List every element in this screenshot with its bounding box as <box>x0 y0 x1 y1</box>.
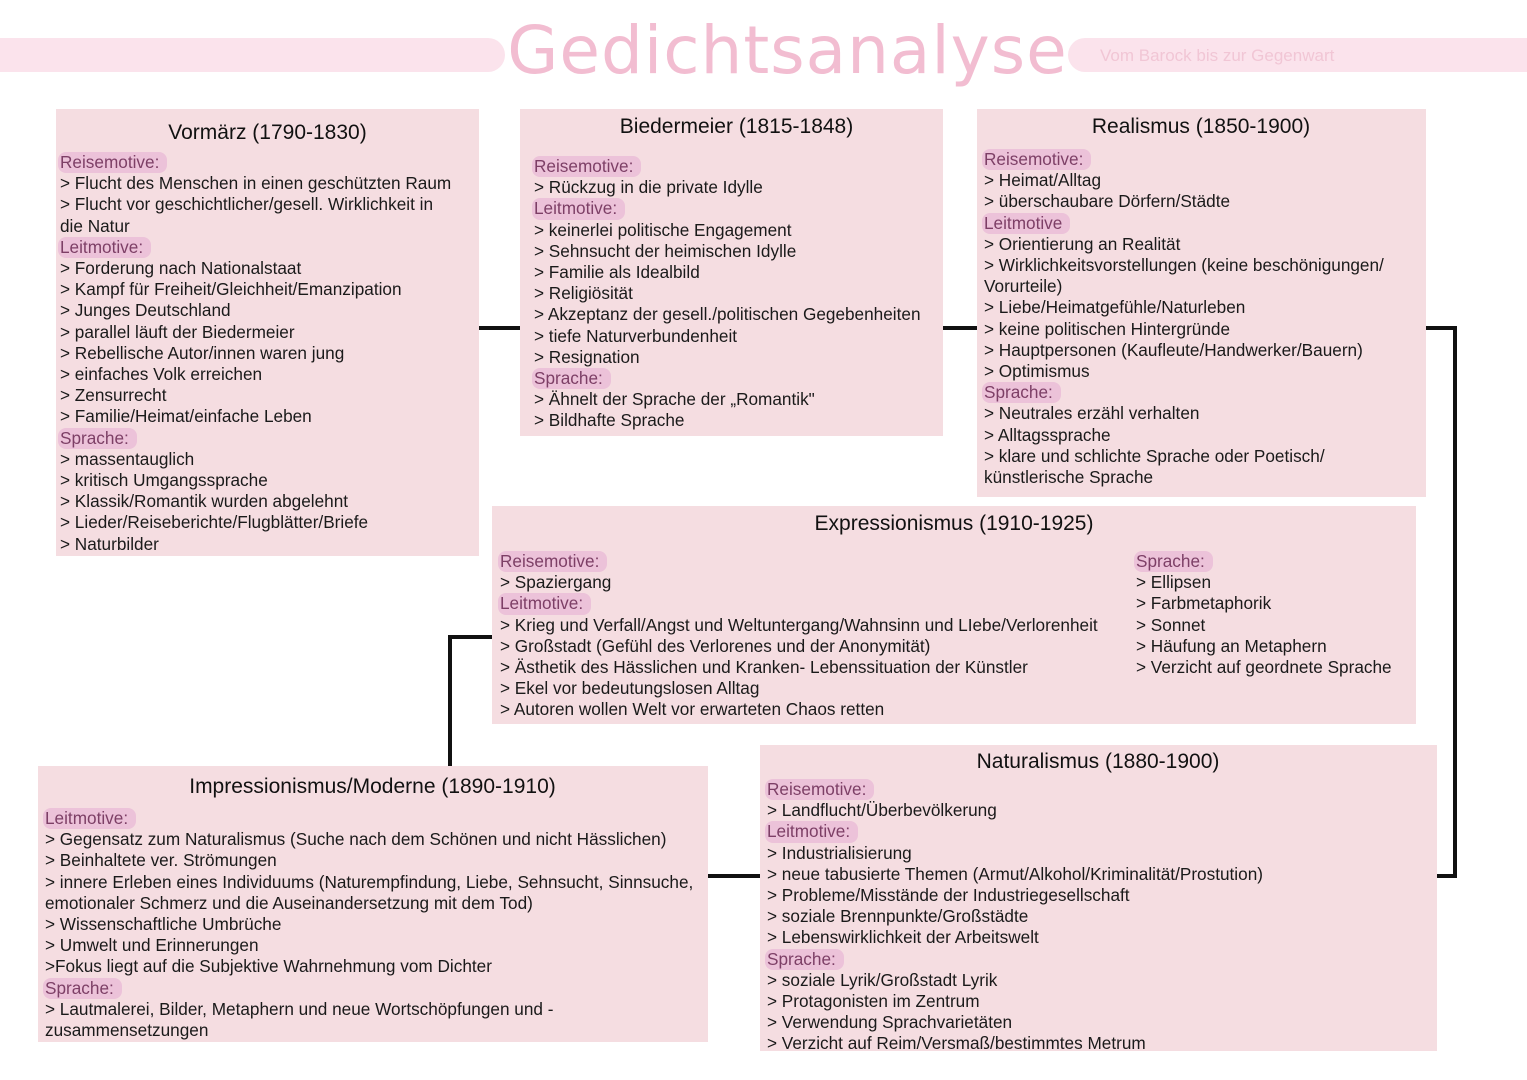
page-subtitle: Vom Barock bis zur Gegenwart <box>1100 46 1335 65</box>
list-item: Vorurteile) <box>984 276 1063 297</box>
list-item: > Alltagssprache <box>984 424 1111 445</box>
list-item: > Kampf für Freiheit/Gleichheit/Emanzipation <box>60 279 402 300</box>
section-heading <box>767 779 1429 800</box>
epoch-title: Biedermeier (1815-1848) <box>619 115 854 138</box>
section-heading-label: Leitmotive: <box>765 821 858 842</box>
connector-biedermeier-realismus <box>943 326 977 330</box>
epoch-content <box>534 156 939 432</box>
list-item: > Zensurrecht <box>60 385 167 406</box>
epoch-card-impressionismus <box>38 766 708 1042</box>
list-item: > Akzeptanz der gesell./politischen Gegebenheiten <box>534 304 921 325</box>
section-heading-label: Reisemotive: <box>532 156 641 177</box>
section-heading-label: Leitmotive: <box>498 593 591 614</box>
list-item: > parallel läuft der Biedermeier <box>60 321 295 342</box>
section-heading <box>534 368 939 389</box>
list-item: künstlerische Sprache <box>984 467 1154 488</box>
list-item: > Krieg und Verfall/Angst und Weltuntergang/Wahnsinn und LIebe/Verlorenheit <box>500 614 1098 635</box>
epoch-card-realismus <box>977 109 1426 497</box>
section-heading <box>500 551 1140 572</box>
connector-realismus-naturalismus-bottom <box>1437 874 1457 878</box>
list-item: > Industrialisierung <box>767 842 912 863</box>
section-heading <box>60 428 475 449</box>
section-heading <box>45 808 700 829</box>
list-item: > Wissenschaftliche Umbrüche <box>45 914 282 935</box>
epoch-card-biedermeier <box>520 109 943 436</box>
list-item: > Junges Deutschland <box>60 300 231 321</box>
list-item: > Rebellische Autor/innen waren jung <box>60 342 345 363</box>
epoch-title: Realismus (1850-1900) <box>1091 115 1311 138</box>
list-item: > Verwendung Sprachvarietäten <box>767 1012 1013 1033</box>
list-item: > klare und schlichte Sprache oder Poetisch/ <box>984 445 1325 466</box>
section-heading-label: Sprache: <box>532 368 611 389</box>
list-item: > Lautmalerei, Bilder, Metaphern und neue Wortschöpfungen und - <box>45 998 554 1019</box>
section-heading <box>534 198 939 219</box>
list-item: > Beinhaltete ver. Strömungen <box>45 850 277 871</box>
section-heading <box>60 237 475 258</box>
list-item: > Lieder/Reiseberichte/Flugblätter/Briefe <box>60 512 369 533</box>
list-item: > soziale Lyrik/Großstadt Lyrik <box>767 969 998 990</box>
connector-impressionismus-expressionismus-vertical <box>448 635 452 766</box>
list-item: > Bildhafte Sprache <box>534 410 685 431</box>
list-item: emotionaler Schmerz und die Auseinandersetzung mit dem Tod) <box>45 892 533 913</box>
list-item: > innere Erleben eines Individuums (Naturempfindung, Liebe, Sehnsucht, Sinnsuche, <box>45 871 694 892</box>
section-heading-label: Leitmotive: <box>43 808 136 829</box>
section-heading <box>534 156 939 177</box>
section-heading <box>500 593 1140 614</box>
list-item: > kritisch Umgangssprache <box>60 470 268 491</box>
list-item: > Autoren wollen Welt vor erwarteten Chaos retten <box>500 699 885 720</box>
connector-vormaerz-biedermeier <box>479 326 520 330</box>
epoch-title: Vormärz (1790-1830) <box>168 121 367 144</box>
section-heading-label: Sprache: <box>765 949 844 970</box>
list-item: > Flucht des Menschen in einen geschützten Raum <box>60 173 452 194</box>
epoch-card-vormaerz <box>56 109 479 556</box>
section-heading-label: Reisemotive: <box>498 551 607 572</box>
epoch-card-naturalismus <box>760 745 1437 1054</box>
epoch-content-left <box>500 551 1140 721</box>
list-item: > Ekel vor bedeutungslosen Alltag <box>500 678 760 699</box>
section-heading-label: Leitmotive: <box>532 198 625 219</box>
section-heading <box>767 949 1429 970</box>
list-item: > Großstadt (Gefühl des Verlorenes und der Anonymität) <box>500 635 931 656</box>
list-item: > Naturbilder <box>60 533 159 554</box>
section-heading-label: Reisemotive: <box>58 152 167 173</box>
section-heading <box>45 978 700 999</box>
list-item: > Orientierung an Realität <box>984 233 1181 254</box>
section-heading-label: Reisemotive: <box>765 779 874 800</box>
section-heading <box>1136 551 1416 572</box>
section-heading-label: Sprache: <box>1134 551 1213 572</box>
list-item: >Fokus liegt auf die Subjektive Wahrnehmung vom Dichter <box>45 956 492 977</box>
section-heading <box>984 382 1418 403</box>
list-item: > tiefe Naturverbundenheit <box>534 325 738 346</box>
section-heading <box>984 149 1418 170</box>
list-item: > keinerlei politische Engagement <box>534 219 792 240</box>
list-item: > einfaches Volk erreichen <box>60 364 263 385</box>
list-item: > Resignation <box>534 346 640 367</box>
connector-impressionismus-expressionismus-top <box>448 635 492 639</box>
section-heading-label: Sprache: <box>982 382 1061 403</box>
section-heading-label: Sprache: <box>58 428 137 449</box>
epoch-card-expressionismus <box>492 506 1416 724</box>
list-item: > neue tabusierte Themen (Armut/Alkohol/Kriminalität/Prostution) <box>767 863 1263 884</box>
list-item: > Familie als Idealbild <box>534 262 700 283</box>
title-band-left <box>0 38 505 72</box>
list-item: > Sehnsucht der heimischen Idylle <box>534 240 797 261</box>
epoch-title: Naturalismus (1880-1900) <box>976 750 1220 773</box>
list-item: > Landflucht/Überbevölkerung <box>767 800 997 821</box>
list-item: > Farbmetaphorik <box>1136 593 1272 614</box>
section-heading <box>767 821 1429 842</box>
list-item: > Rückzug in die private Idylle <box>534 177 763 198</box>
section-heading-label: Sprache: <box>43 978 122 999</box>
section-heading-label: Leitmotive <box>982 213 1070 234</box>
section-heading-label: Leitmotive: <box>58 237 151 258</box>
section-heading <box>60 152 475 173</box>
epoch-title: Impressionismus/Moderne (1890-1910) <box>189 775 556 798</box>
list-item: > Religiösität <box>534 283 633 304</box>
epoch-content <box>767 779 1429 1055</box>
connector-naturalismus-impressionismus <box>708 874 760 878</box>
list-item: > Lebenswirklichkeit der Arbeitswelt <box>767 927 1039 948</box>
list-item: > Forderung nach Nationalstaat <box>60 258 302 279</box>
epoch-content <box>45 808 700 1041</box>
section-heading-label: Reisemotive: <box>982 149 1091 170</box>
epoch-content-right <box>1136 551 1416 678</box>
list-item: > Protagonisten im Zentrum <box>767 991 980 1012</box>
list-item: > Verzicht auf geordnete Sprache <box>1136 657 1392 678</box>
list-item: > Häufung an Metaphern <box>1136 635 1327 656</box>
list-item: > Wirklichkeitsvorstellungen (keine beschönigungen/ <box>984 255 1384 276</box>
list-item: > Sonnet <box>1136 614 1206 635</box>
list-item: > Probleme/Misstände der Industriegesellschaft <box>767 885 1130 906</box>
list-item: > soziale Brennpunkte/Großstädte <box>767 906 1029 927</box>
section-heading <box>984 213 1418 234</box>
list-item: > Ellipsen <box>1136 572 1212 593</box>
list-item: > Neutrales erzähl verhalten <box>984 403 1200 424</box>
connector-realismus-naturalismus-vertical <box>1453 326 1457 878</box>
list-item: > Gegensatz zum Naturalismus (Suche nach dem Schönen und nicht Hässlichen) <box>45 829 667 850</box>
epoch-content <box>60 152 475 555</box>
list-item: > Klassik/Romantik wurden abgelehnt <box>60 491 349 512</box>
page-title: Gedichtsanalyse <box>507 12 1068 89</box>
list-item: > Verzicht auf Reim/Versmaß/bestimmtes Metrum <box>767 1033 1146 1054</box>
list-item: > Optimismus <box>984 361 1090 382</box>
list-item: > Spaziergang <box>500 572 612 593</box>
epoch-content <box>984 149 1418 488</box>
list-item: > Hauptpersonen (Kaufleute/Handwerker/Bauern) <box>984 339 1363 360</box>
list-item: > massentauglich <box>60 448 195 469</box>
list-item: > überschaubare Dörfern/Städte <box>984 191 1231 212</box>
list-item: > Umwelt und Erinnerungen <box>45 935 259 956</box>
list-item: > Ästhetik des Hässlichen und Kranken- Lebenssituation der Künstler <box>500 657 1028 678</box>
list-item: > Flucht vor geschichtlicher/gesell. Wirklichkeit in <box>60 194 434 215</box>
list-item: die Natur <box>60 215 130 236</box>
list-item: > Heimat/Alltag <box>984 170 1102 191</box>
list-item: > keine politischen Hintergründe <box>984 318 1231 339</box>
list-item: > Liebe/Heimatgefühle/Naturleben <box>984 297 1246 318</box>
list-item: zusammensetzungen <box>45 1020 209 1041</box>
list-item: > Familie/Heimat/einfache Leben <box>60 406 312 427</box>
epoch-title: Expressionismus (1910-1925) <box>814 512 1094 535</box>
list-item: > Ähnelt der Sprache der „Romantik" <box>534 389 815 410</box>
